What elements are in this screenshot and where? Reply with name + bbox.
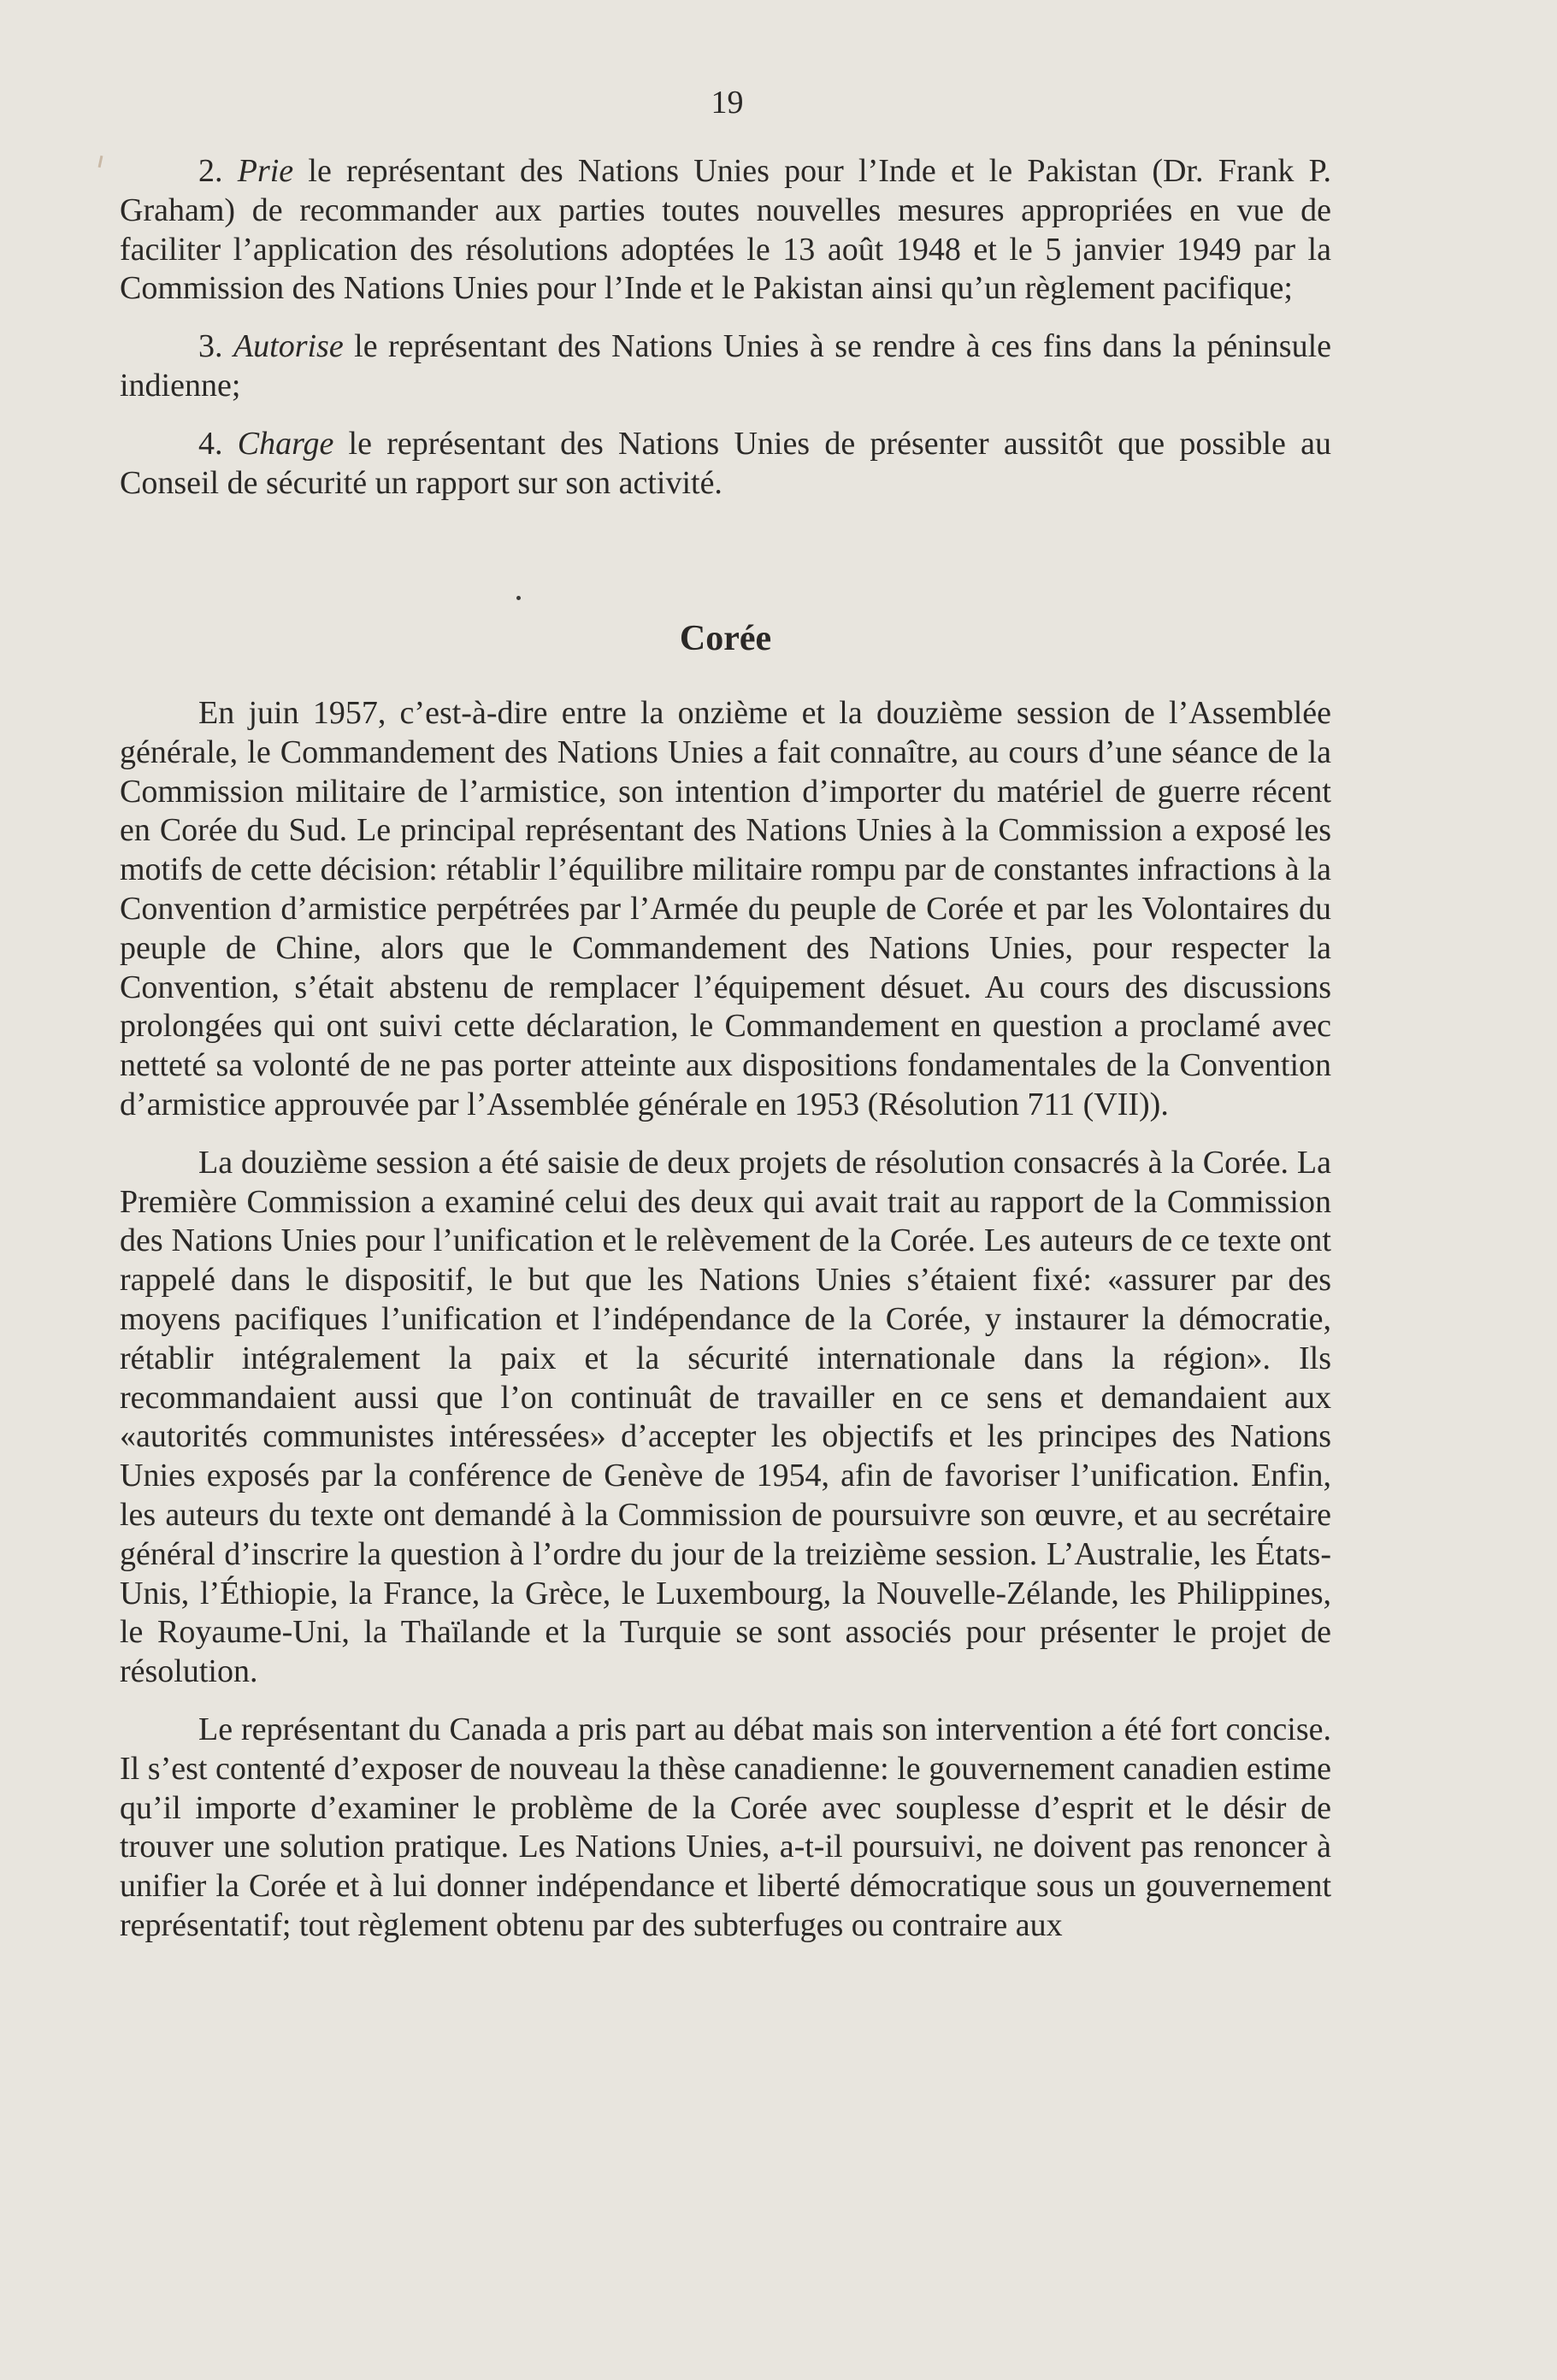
item-3-text: le représentant des Nations Unies à se rendre à ces fins dans la péninsule indienne; xyxy=(120,328,1331,404)
item-3-number: 3. xyxy=(198,328,233,365)
item-4-text: le représentant des Nations Unies de présenter aussitôt que possible au Conseil de sécurité un rapport sur son activité. xyxy=(120,425,1331,501)
paragraph-1: En juin 1957, c’est-à-dire entre la onzième et la douzième session de l’Assemblée générale, le Commandement des Nations Unies a fait connaître, au cours d’une séance de la Commission militaire de l’armistice, son intention d’importer du matériel de guerre récent en Corée du Sud. Le principal représentant des Nations Unies à la Commission a exposé les motifs de cette décision: rétablir l’équilibre militaire rompu par de constantes infractions à la Convention d’armistice perpétrées par l’Armée du peuple de Corée et par les Volontaires du peuple de Chine, alors que le Commandement des Nations Unies, pour respecter la Convention, s’était abstenu de remplacer l’équipement désuet. Au cours des discussions prolongées qui ont suivi cette déclaration, le Commandement en question a proclamé avec netteté sa volonté de ne pas porter atteinte aux dispositions fondamentales de la Convention d’armistice approuvée par l’Assemblée générale en 1953 (Résolution 711 (VII)). xyxy=(120,695,1331,1122)
paragraph-2: La douzième session a été saisie de deux projets de résolution consacrés à la Corée. La Première Commission a examiné celui des deux qui avait trait au rapport de la Commission des Nations Unies pour l’unification et le relèvement de la Corée. Les auteurs de ce texte ont rappelé dans le dispositif, le but que les Nations Unies s’étaient fixé: «assurer par des moyens pacifiques l’unification et l’indépendance de la Corée, y instaurer la démocratie, rétablir intégralement la paix et la sécurité internationale dans la région». Ils recommandaient aussi que l’on continuât de travailler en ce sens et demandaient aux «autorités communistes intéressées» d’accepter les objectifs et les principes des Nations Unies exposés par la conférence de Genève de 1954, afin de favoriser l’unification. Enfin, les auteurs du texte ont demandé à la Commission de poursuivre son œuvre, et au secrétaire général d’inscrire la question à l’ordre du jour de la treizième session. L’Australie, les États-Unis, l’Éthiopie, la France, la Grèce, le Luxembourg, la Nouvelle-Zélande, les Philippines, le Royaume-Uni, la Thaïlande et la Turquie se sont associés pour présenter le projet de résolution. xyxy=(120,1144,1331,1690)
section-heading: Corée xyxy=(679,619,772,658)
item-2-verb: Prie xyxy=(237,153,294,189)
item-4 xyxy=(120,425,1331,504)
paper-mark xyxy=(98,156,103,168)
item-2 xyxy=(120,152,1331,309)
item-4-verb: Charge xyxy=(237,425,334,462)
numbered-items xyxy=(120,152,1331,503)
paragraph-3: Le représentant du Canada a pris part au débat mais son intervention a été fort concise. Il s’est contenté d’exposer de nouveau la thèse canadienne: le gouvernement canadien estime qu’il importe d’examiner le problème de la Corée avec souplesse d’esprit et le désir de trouver une solution pratique. Les Nations Unies, a-t-il poursuivi, ne doivent pas renoncer à unifier la Corée et à lui donner indépendance et liberté démocratique sous un gouvernement représentatif; tout règlement obtenu par des subterfuges ou contraire aux xyxy=(120,1711,1331,1943)
item-3 xyxy=(120,327,1331,406)
section-body xyxy=(120,694,1331,1946)
item-2-text: le représentant des Nations Unies pour l’Inde et le Pakistan (Dr. Frank P. Graham) de recommander aux parties toutes nouvelles mesures appropriées en vue de faciliter l’application des résolutions adoptées le 13 août 1948 et le 5 janvier 1949 par la Commission des Nations Unies pour l’Inde et le Pakistan ainsi qu’un règlement pacifique; xyxy=(120,153,1332,307)
page-number: 19 xyxy=(711,85,744,121)
stray-dot xyxy=(516,596,521,600)
item-4-number: 4. xyxy=(198,425,238,462)
item-2-number: 2. xyxy=(198,153,238,189)
item-3-verb: Autorise xyxy=(233,328,344,365)
